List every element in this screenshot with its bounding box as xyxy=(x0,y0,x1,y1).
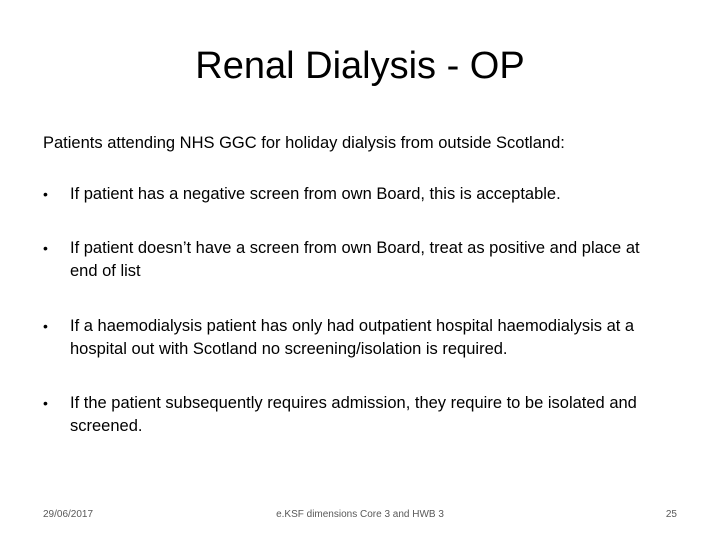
bullet-text: If a haemodialysis patient has only had outpatient hospital haemodialysis at a hospital out with Scotland no screening/isolation is required. xyxy=(70,317,635,358)
bullet-item xyxy=(43,392,683,437)
bullet-icon: • xyxy=(43,186,48,202)
bullet-item xyxy=(43,315,683,360)
bullet-text: If patient doesn’t have a screen from own Board, treat as positive and place at end of list xyxy=(70,239,640,280)
bullet-icon: • xyxy=(43,318,48,334)
bullet-item xyxy=(43,237,683,282)
bullet-text: If patient has a negative screen from own Board, this is acceptable. xyxy=(70,185,561,203)
bullet-item xyxy=(43,183,683,206)
slide-title: Renal Dialysis - OP xyxy=(195,45,525,87)
footer-caption: e.KSF dimensions Core 3 and HWB 3 xyxy=(276,509,444,520)
bullet-icon: • xyxy=(43,395,48,411)
footer-date: 29/06/2017 xyxy=(43,509,94,520)
bullet-icon: • xyxy=(43,240,48,256)
page-number: 25 xyxy=(665,509,677,520)
intro-text: Patients attending NHS GGC for holiday dialysis from outside Scotland: xyxy=(43,134,565,152)
bullet-text: If the patient subsequently requires admission, they require to be isolated and screened. xyxy=(70,394,637,435)
